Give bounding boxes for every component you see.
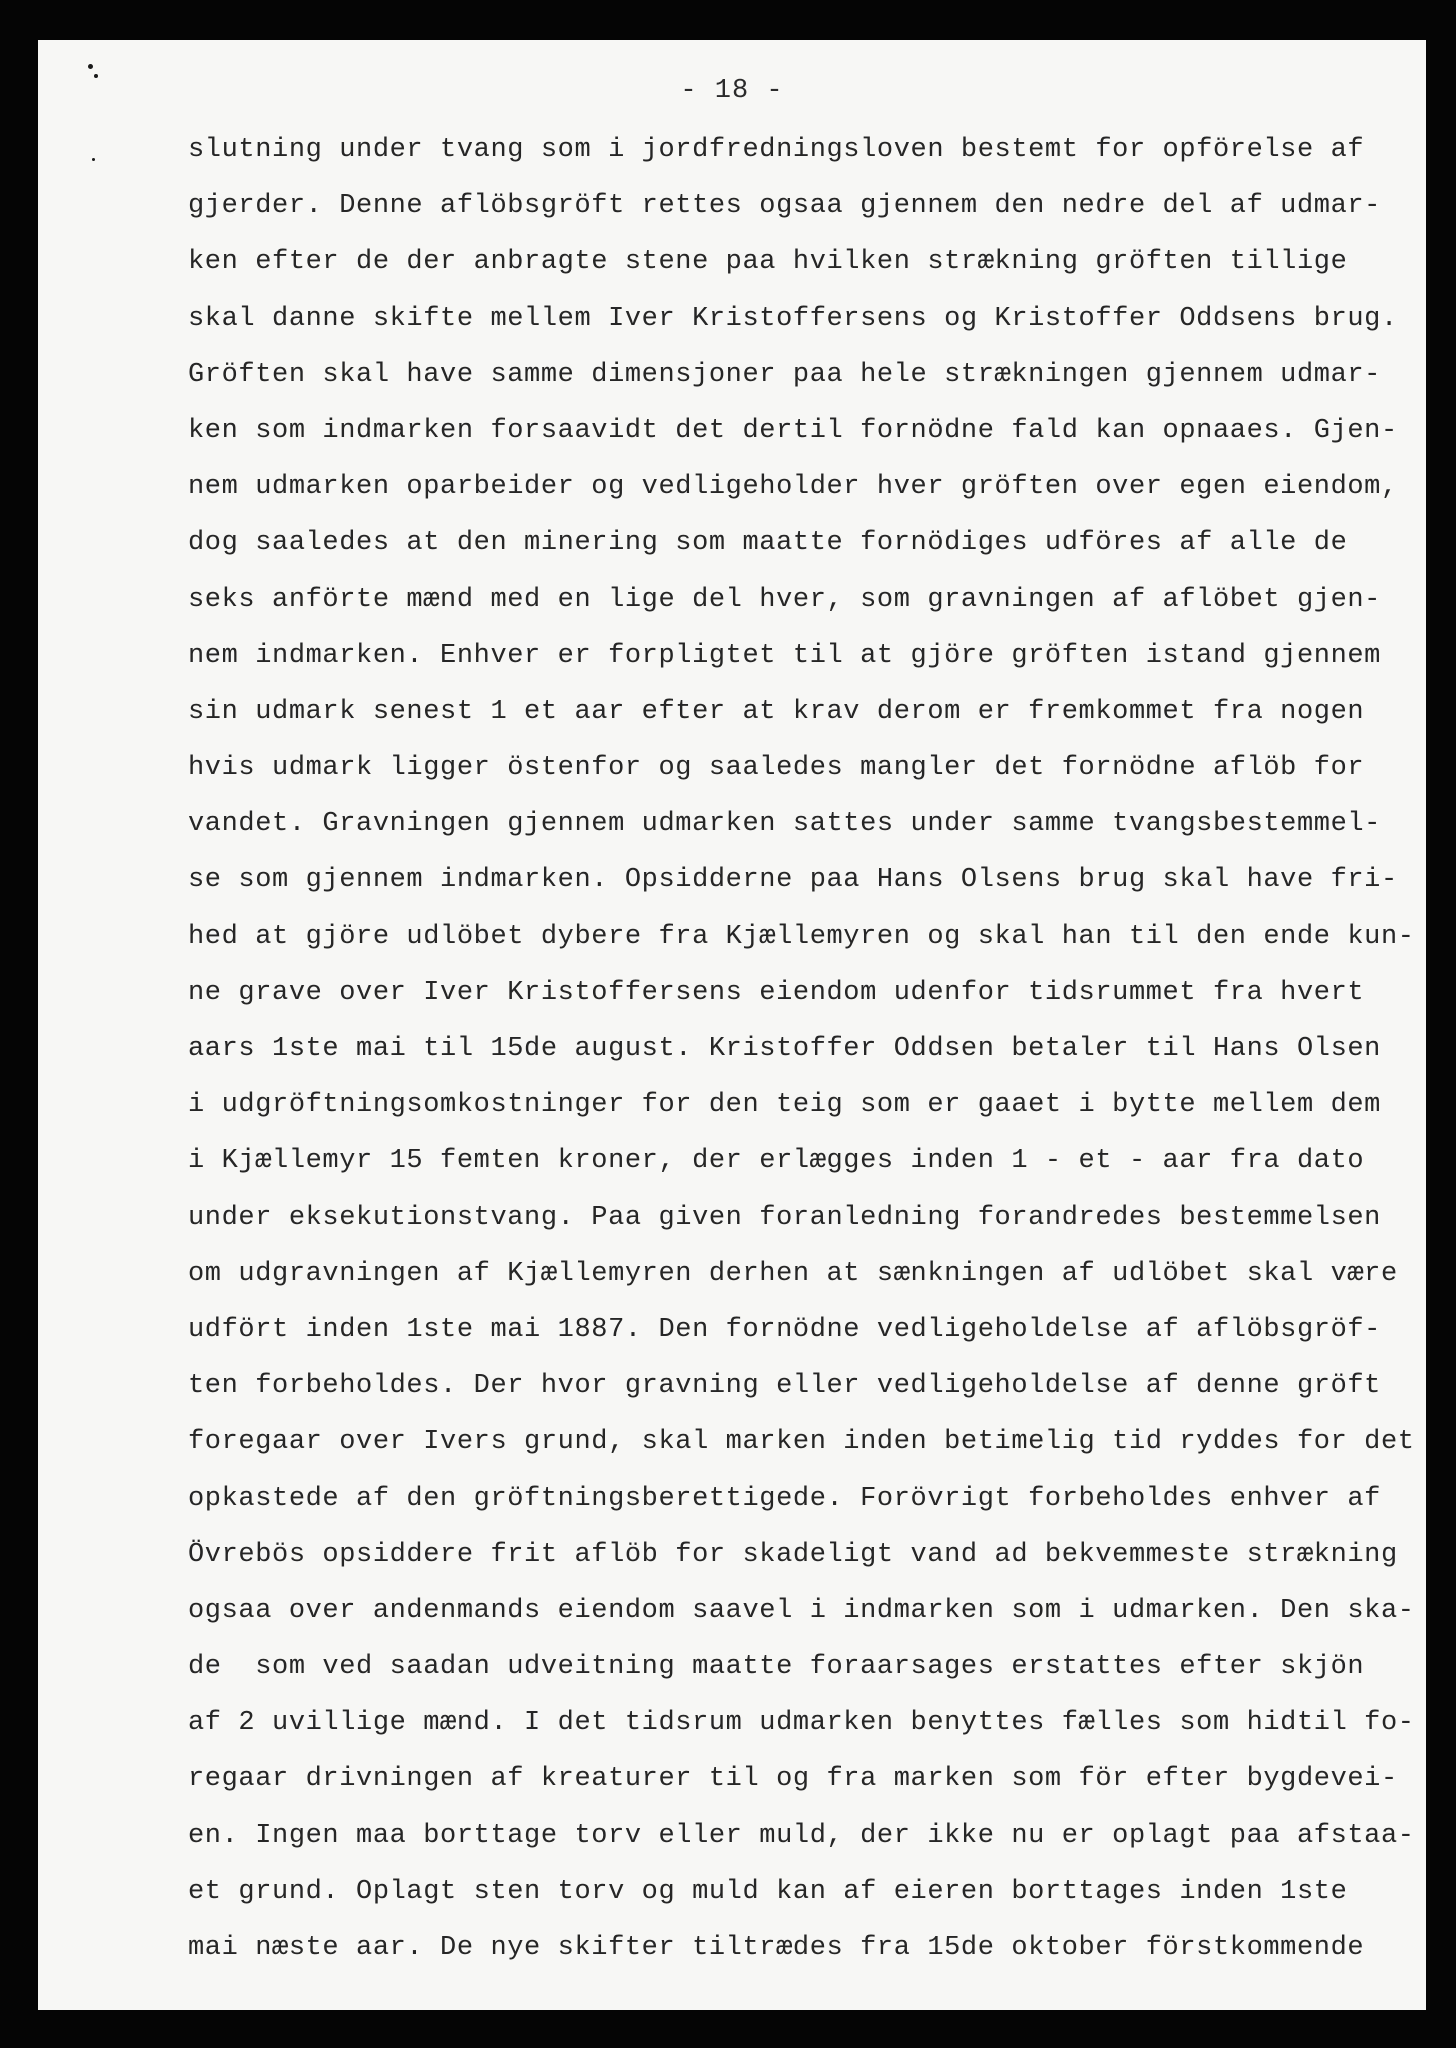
text-line: skal danne skifte mellem Iver Kristoffersens og Kristoffer Oddsens brug.	[188, 303, 1398, 334]
text-line: de som ved saadan udveitning maatte foraarsages erstattes efter skjön	[188, 1652, 1365, 1683]
margin-dot-mark	[88, 64, 93, 69]
document-body	[188, 122, 1418, 1976]
text-line: mai næste aar. De nye skifter tiltrædes fra 15de oktober förstkommende	[188, 1933, 1365, 1963]
text-line: udfört inden 1ste mai 1887. Den fornödne vedligeholdelse af aflöbsgröf-	[188, 1314, 1381, 1345]
text-line: Övrebös opsiddere frit aflöb for skadeligt vand ad bekvemmeste strækning	[188, 1539, 1398, 1570]
page-number: - 18 -	[680, 76, 784, 106]
text-line: se som gjennem indmarken. Opsidderne paa Hans Olsens brug skal have fri-	[188, 865, 1398, 896]
text-line: ken efter de der anbragte stene paa hvilken strækning gröften tillige	[188, 247, 1348, 278]
text-line: af 2 uvillige mænd. I det tidsrum udmarken benyttes fælles som hidtil fo-	[188, 1708, 1415, 1739]
text-line: nem udmarken oparbeider og vedligeholder hver gröften over egen eiendom,	[188, 472, 1398, 503]
text-line: i udgröftningsomkostninger for den teig som er gaaet i bytte mellem dem	[188, 1090, 1381, 1121]
text-line: aars 1ste mai til 15de august. Kristoffer Oddsen betaler til Hans Olsen	[188, 1034, 1381, 1064]
text-line: under eksekutionstvang. Paa given foranledning forandredes bestemmelsen	[188, 1202, 1381, 1233]
text-line: sin udmark senest 1 et aar efter at krav derom er fremkommet fra nogen	[188, 696, 1365, 727]
text-line: regaar drivningen af kreaturer til og fra marken som för efter bygdevei-	[188, 1764, 1398, 1795]
text-line: Gröften skal have samme dimensjoner paa hele strækningen gjennem udmar-	[188, 359, 1381, 390]
text-line: en. Ingen maa borttage torv eller muld, der ikke nu er oplagt paa afstaa-	[188, 1820, 1415, 1851]
text-line: ne grave over Iver Kristoffersens eiendom udenfor tidsrummet fra hvert	[188, 977, 1365, 1008]
text-line: hvis udmark ligger östenfor og saaledes mangler det fornödne aflöb for	[188, 753, 1365, 784]
text-line: ogsaa over andenmands eiendom saavel i indmarken som i udmarken. Den ska-	[188, 1595, 1415, 1626]
text-line: dog saaledes at den minering som maatte fornödiges udföres af alle de	[188, 528, 1348, 559]
text-line: om udgravningen af Kjællemyren derhen at sænkningen af udlöbet skal være	[188, 1258, 1398, 1289]
text-line: slutning under tvang som i jordfredningsloven bestemt for opförelse af	[188, 135, 1365, 165]
text-line: gjerder. Denne aflöbsgröft rettes ogsaa gjennem den nedre del af udmar-	[188, 191, 1381, 222]
text-line: et grund. Oplagt sten torv og muld kan af eieren borttages inden 1ste	[188, 1876, 1348, 1907]
text-line: ken som indmarken forsaavidt det dertil fornödne fald kan opnaaes. Gjen-	[188, 415, 1398, 446]
text-line: nem indmarken. Enhver er forpligtet til at gjöre gröften istand gjennem	[188, 640, 1381, 671]
text-line: i Kjællemyr 15 femten kroner, der erlægges inden 1 - et - aar fra dato	[188, 1146, 1365, 1177]
margin-dot-mark	[92, 158, 95, 161]
text-line: foregaar over Ivers grund, skal marken inden betimelig tid ryddes for det	[188, 1427, 1415, 1458]
text-line: opkastede af den gröftningsberettigede. Forövrigt forbeholdes enhver af	[188, 1483, 1381, 1514]
text-line: vandet. Gravningen gjennem udmarken sattes under samme tvangsbestemmel-	[188, 809, 1381, 840]
text-line: ten forbeholdes. Der hvor gravning eller vedligeholdelse af denne gröft	[188, 1371, 1381, 1402]
text-line: hed at gjöre udlöbet dybere fra Kjællemyren og skal han til den ende kun-	[188, 921, 1415, 952]
text-line: seks anförte mænd med en lige del hver, som gravningen af aflöbet gjen-	[188, 584, 1381, 615]
document-page	[38, 40, 1426, 2010]
